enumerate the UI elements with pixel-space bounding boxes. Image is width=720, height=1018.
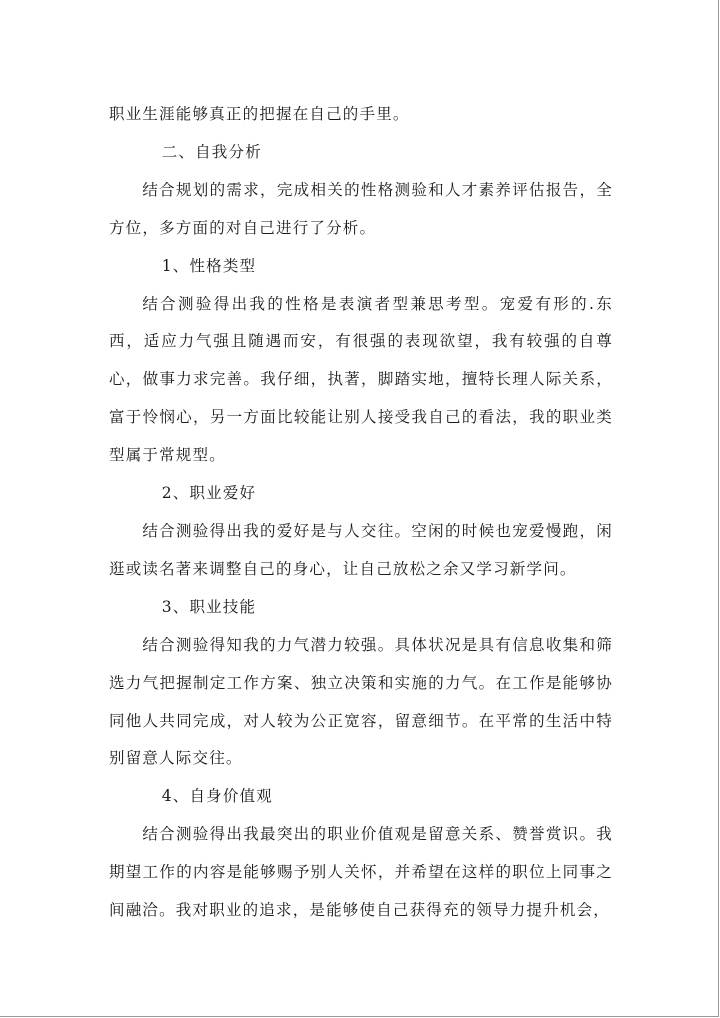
paragraph-career-interest: 结合测验得出我的爱好是与人交往。空闲的时候也宠爱慢跑，闲逛或读名著来调整自己的身心，让自己放松之余又学习新学问。 [109, 521, 613, 578]
paragraph-values: 结合测验得出我最突出的职业价值观是留意关系、赞誉赏识。我期望工作的内容是能够赐予别人关怀，并希望在这样的职位上同事之间融洽。我对职业的追求，是能够使自己获得充的领导力提升机会， [109, 825, 613, 920]
paragraph-continuation: 职业生涯能够真正的把握在自己的手里。 [109, 105, 410, 123]
subheading-career-skills: 3、职业技能 [161, 597, 257, 616]
paragraph-self-analysis-intro: 结合规划的需求，完成相关的性格测验和人才素养评估报告，全方位，多方面的对自己进行了分析。 [109, 180, 613, 237]
paragraph-personality-type: 结合测验得出我的性格是表演者型兼思考型。宠爱有形的.东西，适应力气强且随遇而安，有很强的表现欲望，我有较强的自尊心，做事力求完善。我仔细，执著，脚踏实地，擅特长理人际关系，富于怜悯心，另一方面比较能让别人接受我自己的看法，我的职业类型属于常规型。 [109, 294, 613, 465]
document-body [109, 96, 613, 930]
section-heading-self-analysis: 二、自我分析 [161, 142, 262, 161]
subheading-career-interest: 2、职业爱好 [161, 484, 257, 503]
subheading-personality-type: 1、性格类型 [161, 256, 257, 275]
subheading-values: 4、自身价值观 [161, 787, 273, 806]
paragraph-career-skills: 结合测验得知我的力气潜力较强。具体状况是具有信息收集和筛选力气把握制定工作方案、独立决策和实施的力气。在工作是能够协同他人共同完成，对人较为公正宽容，留意细节。在平常的生活中特别留意人际交往。 [109, 635, 613, 768]
